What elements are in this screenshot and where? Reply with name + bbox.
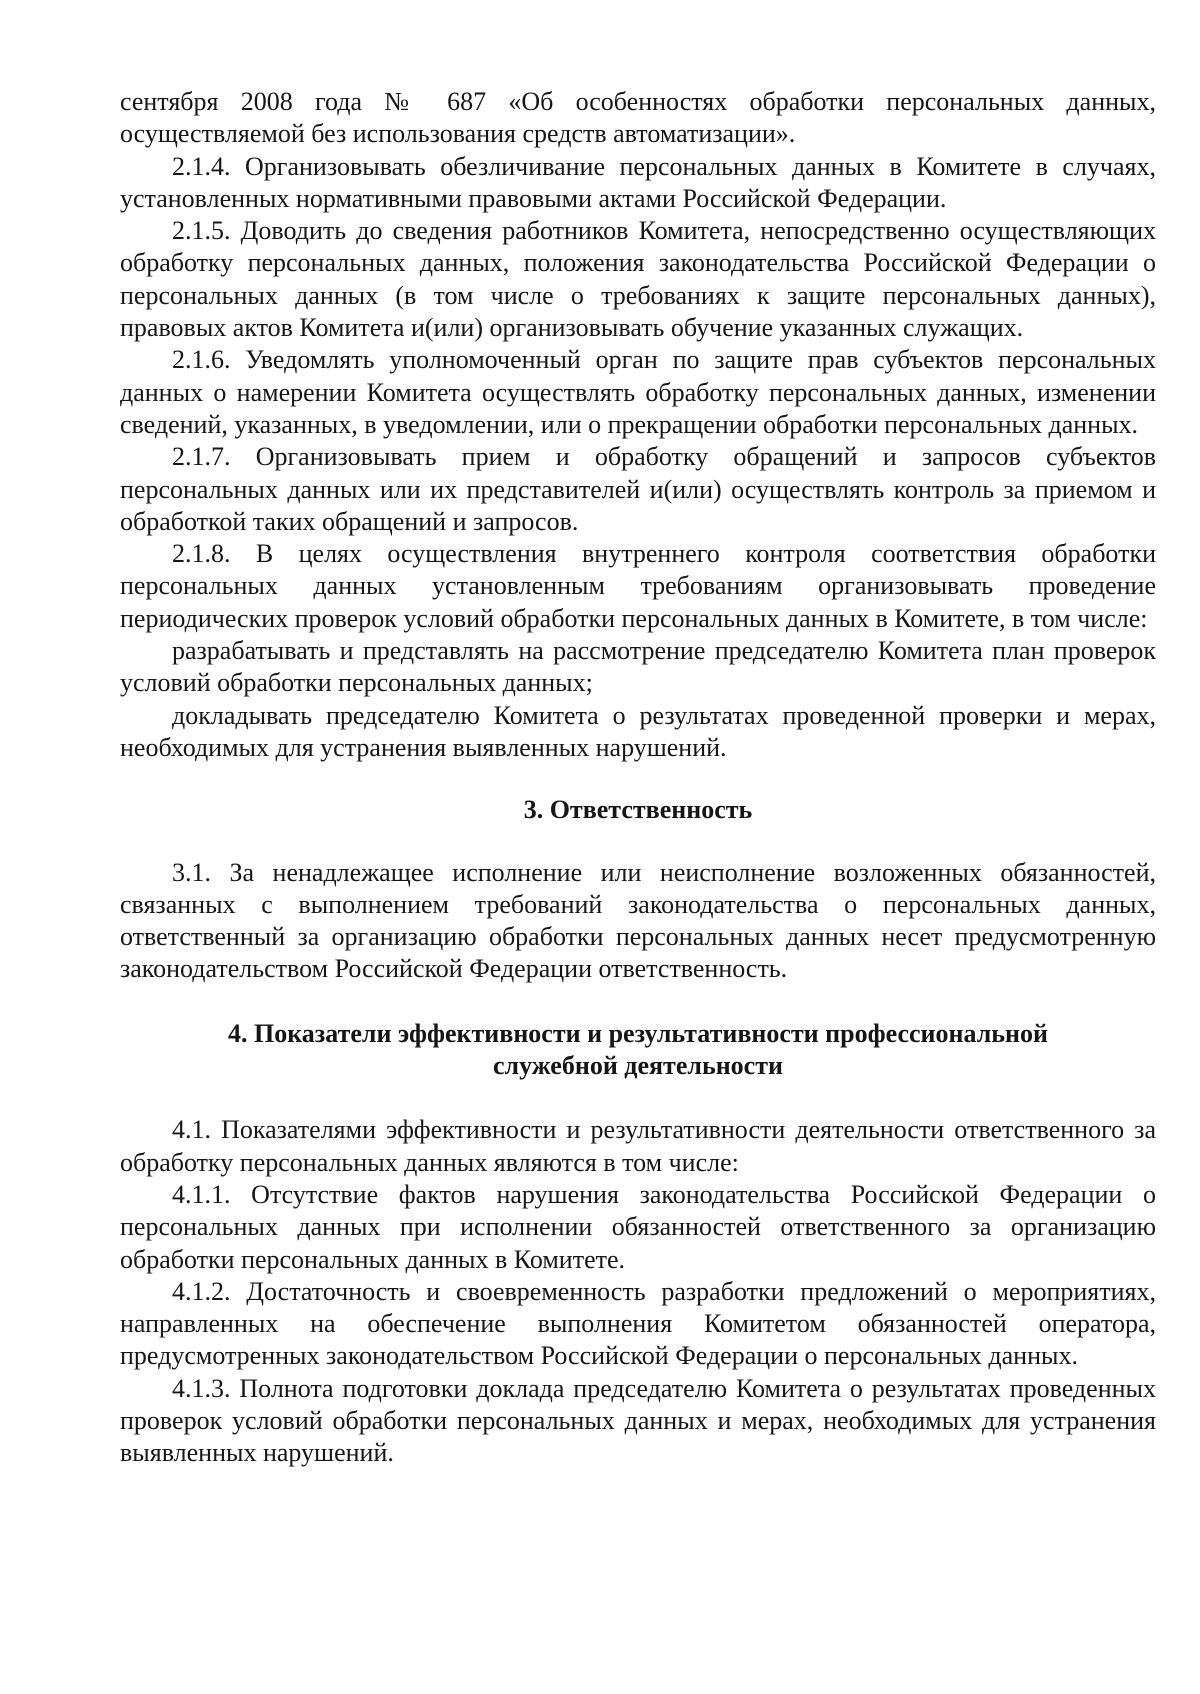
paragraph-continuation: сентября 2008 года № 687 «Об особенностях обработки персональных данных, осуществляемой без использования средств автоматизации». [120, 87, 1156, 149]
paragraph-2-1-6: 2.1.6. Уведомлять уполномоченный орган по защите прав субъектов персональных данных о намерении Комитета осуществлять обработку персональных данных, изменении сведений, указанных, в уведомлении, или о прекращении обработки персональных данных. [120, 345, 1156, 439]
document-page [120, 86, 1156, 1470]
section-4-heading-line-1: 4. Показатели эффективности и результативности профессиональной [227, 1018, 1049, 1048]
paragraph-4-1: 4.1. Показателями эффективности и результативности деятельности ответственного за обработку персональных данных являются в том числе: [120, 1115, 1156, 1177]
section-4-heading-line-2: служебной деятельности [493, 1051, 783, 1081]
paragraph-2-1-5: 2.1.5. Доводить до сведения работников Комитета, непосредственно осуществляющих обработку персональных данных, положения законодательства Российской Федерации о персональных данных (в том числе о требованиях к защите персональных данных), правовых актов Комитета и(или) организовывать обучение указанных служащих. [120, 216, 1156, 343]
paragraph-report-item: докладывать председателю Комитета о результатах проведенной проверки и мерах, необходимых для устранения выявленных нарушений. [120, 700, 1156, 762]
paragraph-2-1-7: 2.1.7. Организовывать прием и обработку обращений и запросов субъектов персональных данных или их представителей и(или) осуществлять контроль за приемом и обработкой таких обращений и запросов. [120, 442, 1156, 536]
paragraph-plan-item: разрабатывать и представлять на рассмотрение председателю Комитета план проверок условий обработки персональных данных; [120, 636, 1156, 698]
section-3-heading: 3. Ответственность [523, 795, 753, 825]
paragraph-2-1-4: 2.1.4. Организовывать обезличивание персональных данных в Комитете в случаях, установленных нормативными правовыми актами Российской Федерации. [120, 151, 1156, 213]
paragraph-3-1: 3.1. За ненадлежащее исполнение или неисполнение возложенных обязанностей, связанных с выполнением требований законодательства о персональных данных, ответственный за организацию обработки персональных данных несет предусмотренную законодательством Российской Федерации ответственность. [120, 857, 1156, 984]
paragraph-4-1-1: 4.1.1. Отсутствие фактов нарушения законодательства Российской Федерации о персональных данных при исполнении обязанностей ответственного за организацию обработки персональных данных в Комитете. [120, 1179, 1156, 1274]
paragraph-4-1-3: 4.1.3. Полнота подготовки доклада председателю Комитета о результатах проведенных проверок условий обработки персональных данных и мерах, необходимых для устранения выявленных нарушений. [120, 1373, 1156, 1468]
paragraph-4-1-2: 4.1.2. Достаточность и своевременность разработки предложений о мероприятиях, направленных на обеспечение выполнения Комитетом обязанностей оператора, предусмотренных законодательством Российской Федерации о персональных данных. [120, 1276, 1156, 1371]
paragraph-2-1-8: 2.1.8. В целях осуществления внутреннего контроля соответствия обработки персональных данных установленным требованиям организовывать проведение периодических проверок условий обработки персональных данных в Комитете, в том числе: [120, 539, 1156, 633]
